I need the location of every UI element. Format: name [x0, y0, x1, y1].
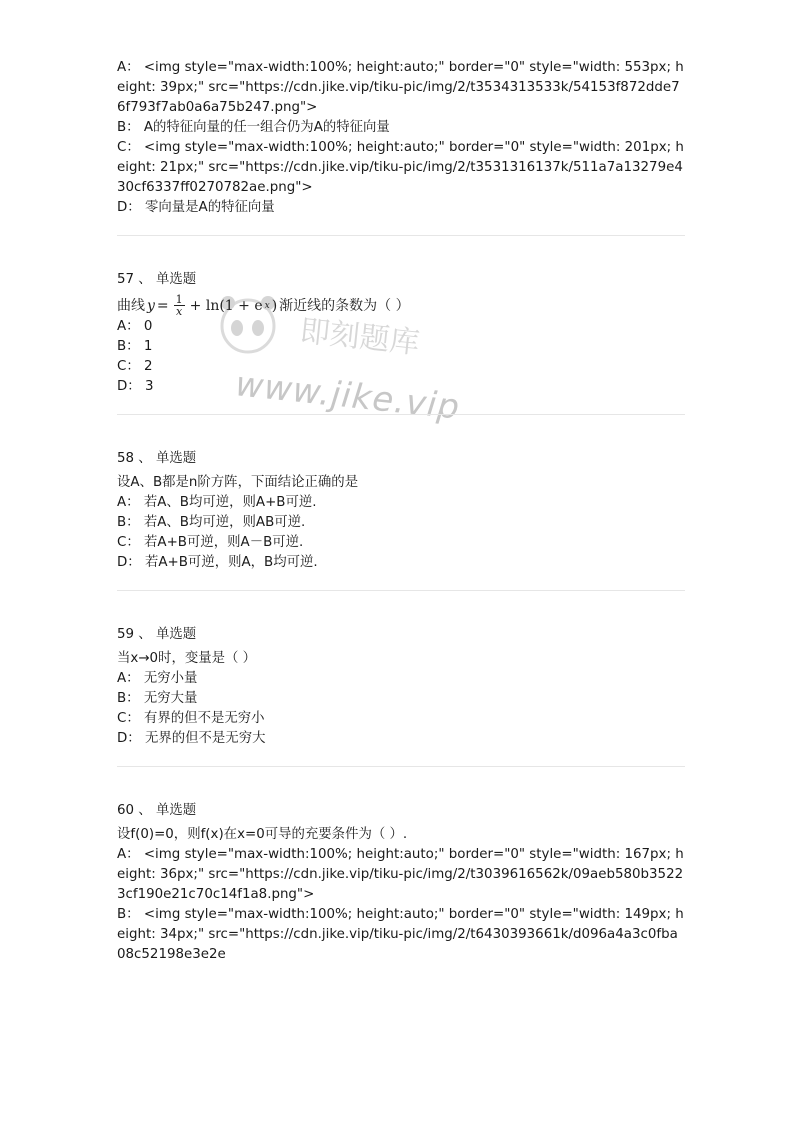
- question-number: 59 、 单选题: [117, 627, 197, 642]
- question-number: 57 、 单选题: [117, 272, 197, 287]
- option-text: 3: [144, 379, 154, 394]
- formula-rest: + ln(1 + e: [189, 297, 263, 314]
- option-text: 若A+B可逆，则A，B均可逆.: [144, 555, 318, 570]
- option-text: <img style="max-width:100%; height:auto;" border="0" style="width: 553px; height: 39px;" src="https://cdn.jike.vip/tiku-pic/img/2/t3534313533k/54153f872dde76f793f7ab0a6a75b247.png">: [117, 60, 684, 115]
- option-text: 1: [143, 339, 153, 354]
- question-60: [117, 801, 685, 965]
- question-stem: 设f(0)=0，则f(x)在x=0可导的充要条件为（ ）.: [117, 827, 408, 842]
- option-b: [117, 513, 685, 533]
- question-56-options: [117, 58, 685, 218]
- option-label: C：: [117, 711, 140, 726]
- option-label: B：: [117, 515, 140, 530]
- option-d: [117, 377, 685, 397]
- option-a: [117, 669, 685, 689]
- option-text: <img style="max-width:100%; height:auto;" border="0" style="width: 167px; height: 36px;" src="https://cdn.jike.vip/tiku-pic/img/2/t3039616562k/09aeb580b35223cf190e21c70c14f1a8.png">: [117, 847, 684, 902]
- formula-suffix: 渐近线的条数为（ ）: [279, 297, 410, 314]
- formula-prefix: 曲线: [117, 297, 145, 314]
- option-text: 有界的但不是无穷小: [144, 711, 265, 726]
- divider: [117, 590, 685, 591]
- option-text: 无穷大量: [143, 691, 198, 706]
- option-text: <img style="max-width:100%; height:auto;" border="0" style="width: 201px; height: 21px;" src="https://cdn.jike.vip/tiku-pic/img/2/t3531316137k/511a7a13279e430cf6337ff0270782ae.png">: [117, 140, 684, 195]
- option-b: [117, 689, 685, 709]
- formula-exponent: x: [264, 300, 270, 311]
- option-text: 零向量是A的特征向量: [144, 200, 275, 215]
- question-stem-formula: [117, 294, 685, 317]
- formula-fraction: [174, 294, 185, 317]
- option-label: B：: [117, 907, 140, 922]
- question-page: [117, 58, 685, 965]
- option-text: 若A+B可逆，则A－B可逆.: [144, 535, 304, 550]
- formula-y: y: [147, 297, 155, 314]
- fraction-denominator: x: [176, 305, 183, 318]
- option-label: D：: [117, 731, 141, 746]
- option-label: A：: [117, 319, 140, 334]
- question-stem: 设A、B都是n阶方阵，下面结论正确的是: [117, 475, 359, 490]
- formula-eq: =: [156, 297, 169, 314]
- option-b: [117, 905, 685, 965]
- option-text: 无穷小量: [143, 671, 198, 686]
- option-label: D：: [117, 555, 141, 570]
- option-a: [117, 58, 685, 118]
- option-d: [117, 553, 685, 573]
- question-number: 58 、 单选题: [117, 451, 197, 466]
- option-c: [117, 709, 685, 729]
- divider: [117, 414, 685, 415]
- fraction-numerator: 1: [175, 293, 183, 306]
- divider: [117, 235, 685, 236]
- option-text: 0: [143, 319, 153, 334]
- option-b: [117, 118, 685, 138]
- formula-close: ): [271, 297, 278, 314]
- option-label: A：: [117, 847, 140, 862]
- option-d: [117, 198, 685, 218]
- option-c: [117, 138, 685, 198]
- option-label: D：: [117, 200, 141, 215]
- option-c: [117, 533, 685, 553]
- question-stem: 当x→0时，变量是（ ）: [117, 651, 257, 666]
- option-label: A：: [117, 671, 140, 686]
- option-a: [117, 317, 685, 337]
- option-a: [117, 845, 685, 905]
- divider: [117, 766, 685, 767]
- option-text: 无界的但不是无穷大: [144, 731, 266, 746]
- watermark-cn: 即刻题库: [298, 313, 422, 362]
- option-label: C：: [117, 535, 140, 550]
- option-label: B：: [117, 691, 140, 706]
- option-b: [117, 337, 685, 357]
- option-label: C：: [117, 140, 140, 155]
- question-59: [117, 625, 685, 749]
- option-label: A：: [117, 60, 140, 75]
- option-c: [117, 357, 685, 377]
- option-d: [117, 729, 685, 749]
- watermark-text: www.jike.vip: [233, 364, 462, 428]
- option-text: A的特征向量的任一组合仍为A的特征向量: [143, 120, 390, 135]
- option-a: [117, 493, 685, 513]
- option-label: A：: [117, 495, 140, 510]
- option-label: B：: [117, 120, 140, 135]
- option-text: <img style="max-width:100%; height:auto;" border="0" style="width: 149px; height: 34px;" src="https://cdn.jike.vip/tiku-pic/img/2/t6430393661k/d096a4a3c0fba08c52198e3e2e: [117, 907, 684, 962]
- option-text: 若A、B均可逆，则AB可逆.: [143, 515, 306, 530]
- option-text: 若A、B均可逆，则A+B可逆.: [143, 495, 317, 510]
- question-number: 60 、 单选题: [117, 803, 197, 818]
- question-58: [117, 449, 685, 573]
- option-label: C：: [117, 359, 140, 374]
- option-text: 2: [144, 359, 153, 374]
- option-label: D：: [117, 379, 141, 394]
- option-label: B：: [117, 339, 140, 354]
- question-57: [117, 270, 685, 397]
